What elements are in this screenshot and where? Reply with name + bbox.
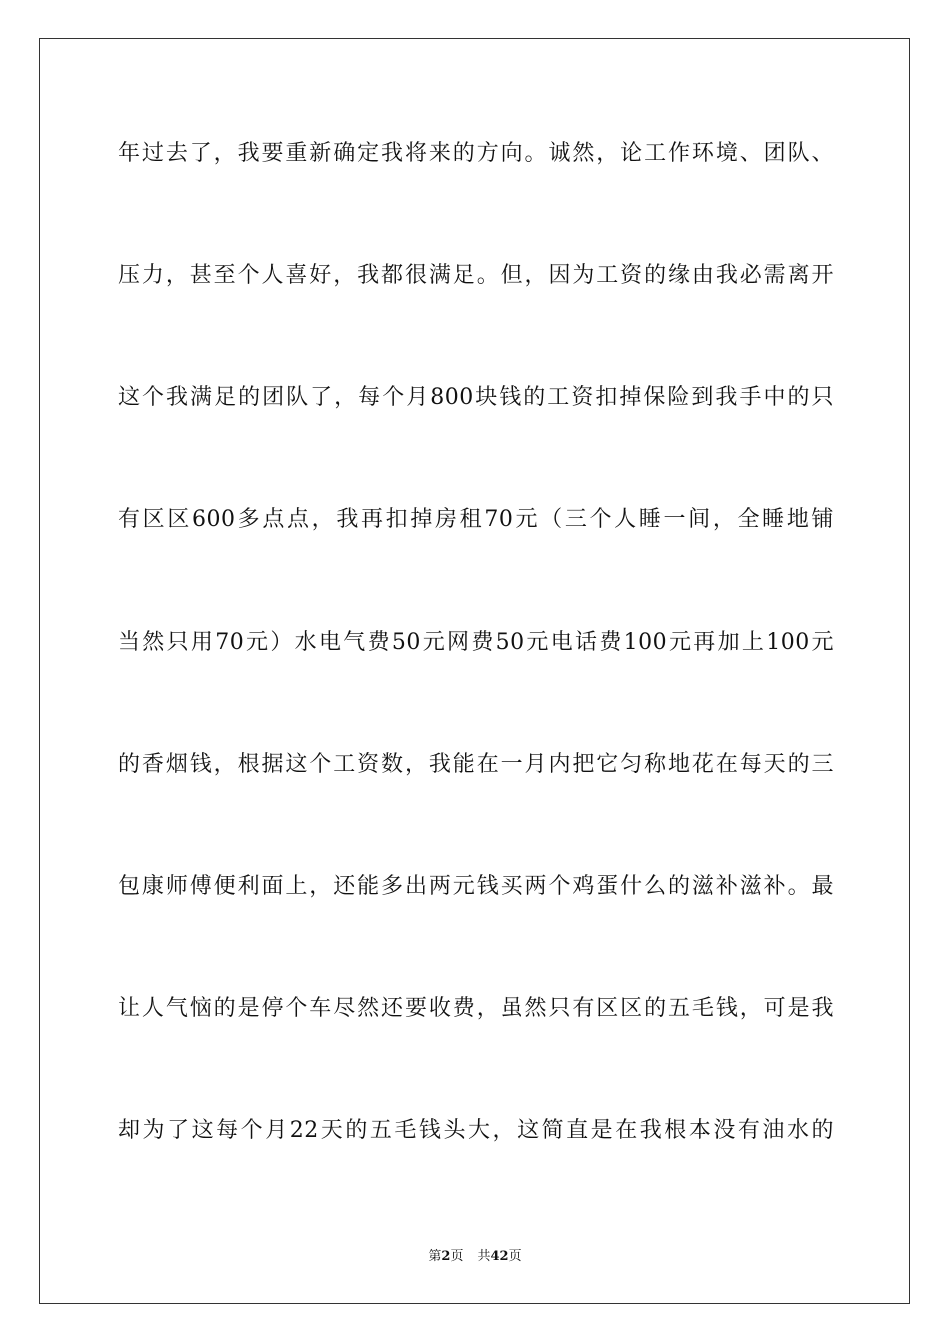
page-border bbox=[39, 38, 910, 1304]
footer-page-number: 2 bbox=[441, 1249, 451, 1264]
footer-total-suffix: 页 bbox=[508, 1249, 522, 1264]
body-text-line: 当然只用70元）水电气费50元网费50元电话费100元再加上100元 bbox=[118, 630, 834, 655]
body-text-line: 这个我满足的团队了，每个月800块钱的工资扣掉保险到我手中的只 bbox=[118, 385, 834, 410]
footer-total-pages: 42 bbox=[490, 1249, 509, 1264]
footer-page-prefix: 第 bbox=[428, 1249, 442, 1264]
body-text-line: 压力，甚至个人喜好，我都很满足。但，因为工资的缘由我必需离开 bbox=[118, 263, 834, 288]
body-text-line: 却为了这每个月22天的五毛钱头大，这简直是在我根本没有油水的 bbox=[118, 1118, 834, 1143]
body-text-line: 年过去了，我要重新确定我将来的方向。诚然，论工作环境、团队、 bbox=[118, 141, 834, 166]
body-text-line: 的香烟钱，根据这个工资数，我能在一月内把它匀称地花在每天的三 bbox=[118, 752, 834, 777]
footer-page-suffix: 页 bbox=[450, 1249, 464, 1264]
footer-total-prefix: 共 bbox=[477, 1249, 491, 1264]
body-text-line: 让人气恼的是停个车尽然还要收费，虽然只有区区的五毛钱，可是我 bbox=[118, 996, 834, 1021]
body-text-line: 包康师傅便利面上，还能多出两元钱买两个鸡蛋什么的滋补滋补。最 bbox=[118, 874, 834, 899]
body-text-line: 有区区600多点点，我再扣掉房租70元（三个人睡一间，全睡地铺 bbox=[118, 507, 834, 532]
page-footer bbox=[0, 1248, 950, 1266]
